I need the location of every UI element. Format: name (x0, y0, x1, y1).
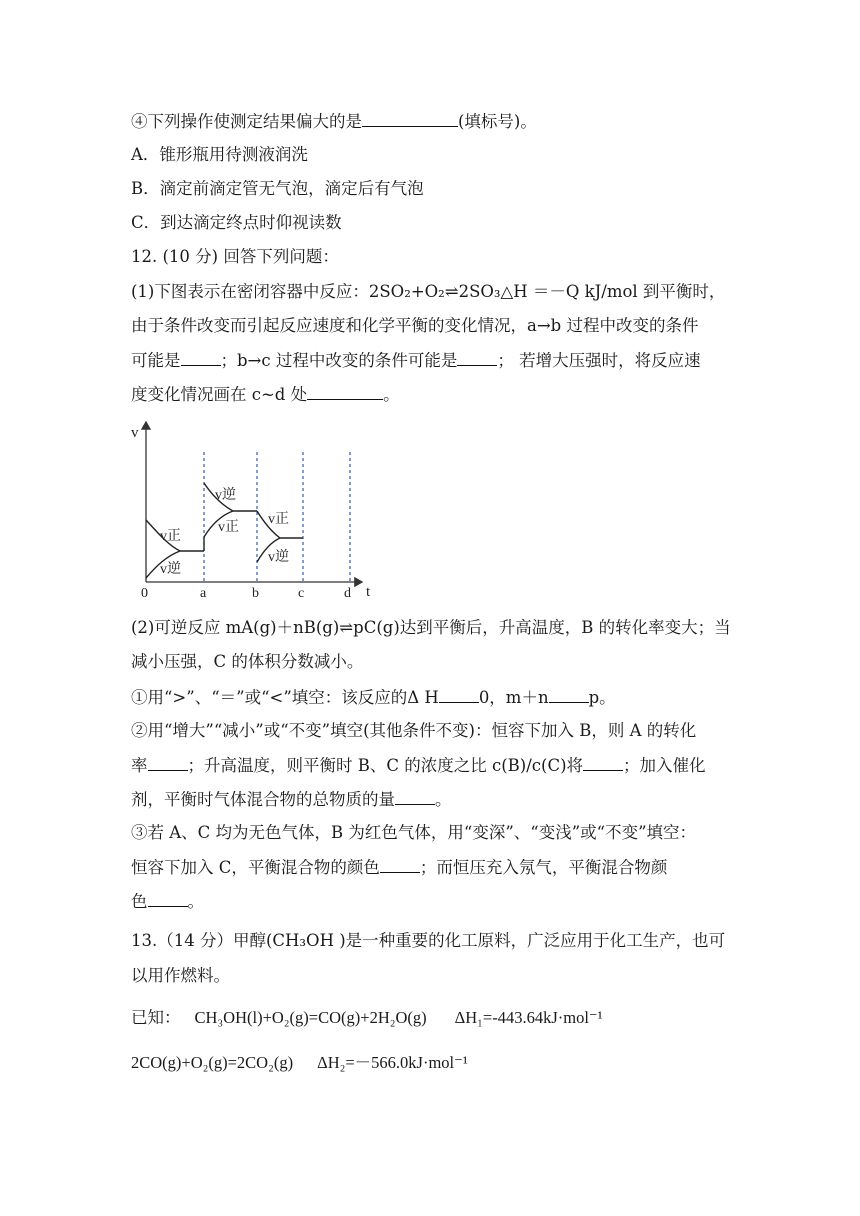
equation-1: CH₃OH(l)+O₂(g)=CO(g)+2H₂O(g) (194, 1008, 427, 1027)
q12-header: 12. (10 分) 回答下列问题： (131, 247, 339, 266)
answer-blank[interactable] (307, 383, 383, 400)
q12-p1-line4: 度变化情况画在 c~d 处 。 (131, 385, 400, 404)
q11-item4 (131, 110, 741, 133)
enthalpy-2: ΔH₂=－566.0kJ·mol⁻¹ (317, 1053, 468, 1072)
tick-d: d (344, 586, 351, 601)
q12-p2-item1: ①用“>”、“＝”或“<”填空：该反应的Δ H 0，m＋n p。 (131, 688, 616, 707)
answer-blank[interactable] (181, 349, 221, 366)
q13-eq1 (131, 1007, 741, 1029)
q12-p2-item3-line2: 恒容下加入 C，平衡混合物的颜色 ；而恒压充入氖气，平衡混合物颜 (131, 858, 668, 877)
q12-p2-item2-line1: ②用“增大”“减小”或“不变”填空(其他条件不变)：恒容下加入 B，则 A 的转化 (131, 721, 697, 740)
q11-option-a: A．锥形瓶用待测液润洗 (131, 145, 308, 164)
label-v-reverse-2: v逆 (215, 488, 236, 503)
q11-option-b: B．滴定前滴定管无气泡，滴定后有气泡 (131, 179, 424, 198)
label-v-reverse-3: v逆 (268, 550, 289, 565)
q12-p2-line2: 减小压强，C 的体积分数减小。 (131, 652, 364, 671)
answer-blank[interactable] (380, 856, 420, 873)
answer-blank[interactable] (439, 686, 479, 703)
answer-blank[interactable] (395, 788, 435, 805)
q11-item4-suffix: (填标号)。 (458, 112, 537, 131)
q11-item4-text: ④下列操作使测定结果偏大的是 (131, 112, 362, 131)
tick-0: 0 (141, 586, 148, 601)
tick-b: b (252, 586, 259, 601)
tick-a: a (200, 586, 207, 601)
q12-p2-item2-line3: 剂，平衡时气体混合物的总物质的量 。 (131, 790, 452, 809)
answer-blank[interactable] (583, 754, 623, 771)
known-label: 已知： (131, 1008, 181, 1027)
q12-p2-item3-line1: ③若 A、C 均为无色气体，B 为红色气体，用“变深”、“变浅”或“不变”填空： (131, 823, 697, 842)
answer-blank[interactable] (148, 890, 188, 907)
answer-blank[interactable] (457, 349, 497, 366)
y-axis-label: v (131, 425, 139, 441)
x-axis-label: t (366, 584, 371, 600)
enthalpy-1: ΔH₁=-443.64kJ·mol⁻¹ (454, 1008, 603, 1027)
answer-blank[interactable] (549, 686, 589, 703)
label-v-reverse-1: v逆 (160, 562, 181, 577)
label-v-forward-3: v正 (268, 512, 289, 527)
q12-p2-item2-line2: 率 ；升高温度，则平衡时 B、C 的浓度之比 c(B)/c(C)将 ；加入催化 (131, 756, 706, 775)
equation-2: 2CO(g)+O₂(g)=2CO₂(g) (131, 1053, 294, 1072)
q11-option-c: C．到达滴定终点时仰视读数 (131, 213, 342, 232)
label-v-forward-2: v正 (218, 520, 239, 535)
rate-time-graph (126, 415, 376, 605)
answer-blank[interactable] (362, 110, 458, 127)
q13-line2: 以用作燃料。 (131, 966, 230, 985)
q12-p1-line2: 由于条件改变而引起反应速度和化学平衡的变化情况，a→b 过程中改变的条件 (131, 316, 699, 335)
q12-p2-item3-line3: 色 。 (131, 892, 204, 911)
q13-line1: 13.（14 分）甲醇(CH₃OH )是一种重要的化工原料，广泛应用于化工生产，也可 (131, 931, 726, 950)
tick-c: c (298, 586, 305, 601)
q12-p2-line1: (2)可逆反应 mA(g)＋nB(g)⇌pC(g)达到平衡后，升高温度，B 的转化率变大；当 (131, 618, 731, 637)
q12-p1-line3: 可能是 ；b→c 过程中改变的条件可能是 ； 若增大压强时，将反应速 (131, 351, 701, 370)
q13-eq2 (131, 1052, 741, 1074)
q12-p1-line1: (1)下图表示在密闭容器中反应：2SO₂+O₂⇌2SO₃△H ＝－Q kJ/mol 到平衡时， (131, 282, 726, 301)
answer-blank[interactable] (148, 754, 188, 771)
label-v-forward-1: v正 (160, 529, 181, 544)
